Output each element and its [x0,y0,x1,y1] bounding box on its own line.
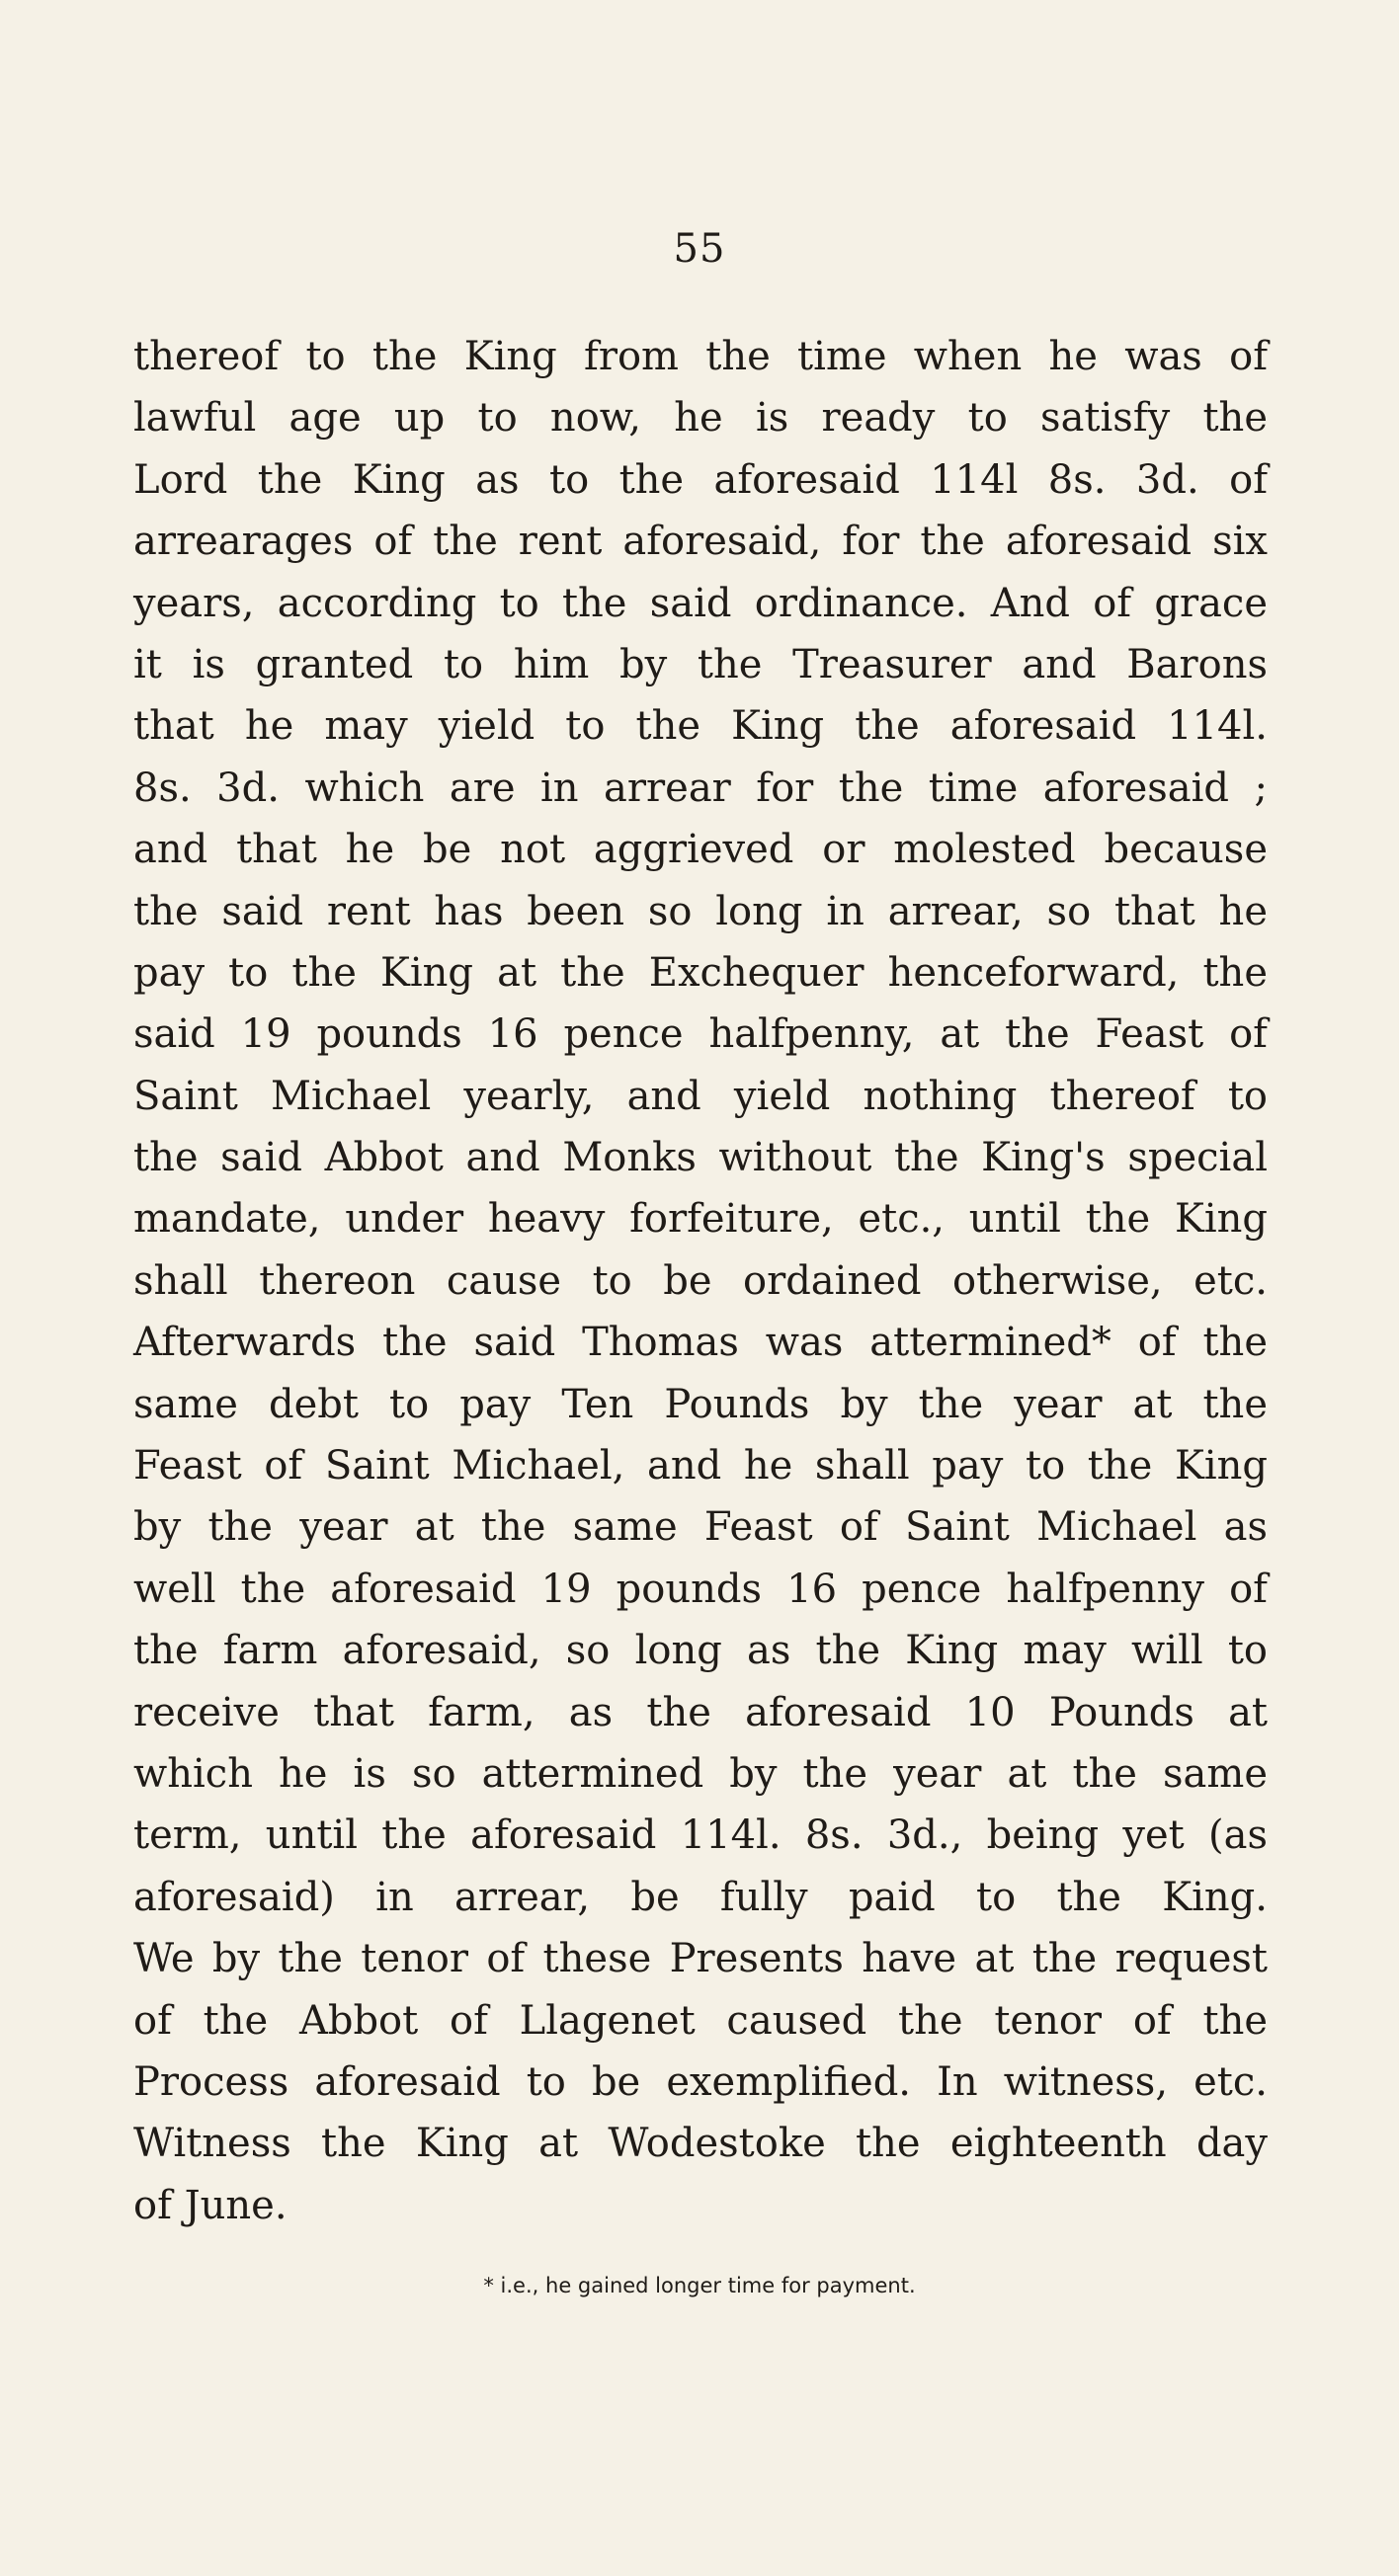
text-line: the said rent has been so long in arrear, so that he [133,888,1268,934]
text-line: aforesaid) in arrear, be fully paid to the King. [133,1874,1268,1920]
text-line: Process aforesaid to be exemplified. In witness, etc. [133,2058,1268,2105]
text-line: thereof to the King from the time when he was of [133,334,1268,379]
text-line: Feast of Saint Michael, and he shall pay to the King [133,1443,1268,1489]
text-line: Witness the King at Wodestoke the eighteenth day [133,2121,1268,2167]
text-line: We by the tenor of these Presents have at the request [133,1936,1268,1982]
page-number: 55 [673,226,726,272]
text-line: of June. [133,2182,288,2228]
text-line: pay to the King at the Exchequer henceforward, the [133,949,1268,996]
text-line: term, until the aforesaid 114l. 8s. 3d., being yet (as [133,1812,1268,1859]
text-line: of the Abbot of Llagenet caused the tenor of the [133,1997,1268,2044]
text-line: that he may yield to the King the aforesaid 114l. [133,703,1268,750]
text-line: years, according to the said ordinance. And of grace [133,580,1268,626]
text-line: same debt to pay Ten Pounds by the year at the [133,1381,1268,1427]
text-line: by the year at the same Feast of Saint Michael as [133,1504,1268,1551]
text-line: the said Abbot and Monks without the King's special [133,1135,1268,1181]
text-line: well the aforesaid 19 pounds 16 pence halfpenny of [133,1566,1268,1612]
text-line: lawful age up to now, he is ready to satisfy the [133,395,1268,442]
text-line: Afterwards the said Thomas was attermined* of the [133,1320,1268,1366]
text-line: said 19 pounds 16 pence halfpenny, at the Feast of [133,1011,1268,1058]
text-line: and that he be not aggrieved or molested because [133,827,1268,873]
text-line: shall thereon cause to be ordained otherwise, etc. [133,1257,1268,1304]
text-line: receive that farm, as the aforesaid 10 Pounds at [133,1689,1268,1735]
text-line: arrearages of the rent aforesaid, for the aforesaid six [133,519,1268,565]
text-line: which he is so attermined by the year at the same [133,1750,1268,1797]
footnote: * i.e., he gained longer time for payment. [483,2274,916,2297]
text-line: the farm aforesaid, so long as the King may will to [133,1628,1268,1674]
text-line: 8s. 3d. which are in arrear for the time aforesaid ; [133,765,1268,811]
text-line: Lord the King as to the aforesaid 114l 8s. 3d. of [133,456,1268,503]
body-text [133,326,1268,2236]
text-line: mandate, under heavy forfeiture, etc., until the King [133,1196,1268,1243]
text-line: it is granted to him by the Treasurer and Barons [133,641,1268,687]
text-line: Saint Michael yearly, and yield nothing thereof to [133,1073,1268,1119]
